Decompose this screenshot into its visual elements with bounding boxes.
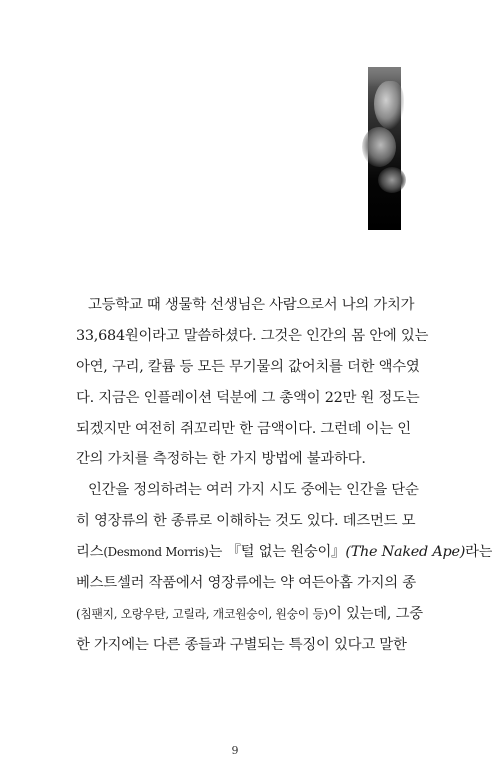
text-run: 한 가지에는 다른 종들과 구별되는 특징이 있다고 말한 [76,636,407,653]
photo-highlight [374,81,404,129]
text-run: 는 『털 없는 원숭이』 [208,544,346,561]
text-line [76,506,416,537]
photo-highlight [378,167,406,193]
photo-highlight [362,127,396,167]
text-run: (Desmond Morris) [103,545,209,560]
text-run: 되겠지만 여전히 쥐꼬리만 한 금액이다. 그런데 이는 인 [76,420,411,437]
text-line [76,630,407,661]
text-run: (침팬지, 오랑우탄, 고릴라, 개코원숭이, 원숭이 등) [76,606,328,621]
text-run: 33,684원이라고 말씀하셨다. 그것은 인간의 몸 안에 있는 [76,327,429,344]
text-line [76,352,420,383]
paragraph [76,475,492,660]
text-run: 인간을 정의하려는 여러 가지 시도 중에는 인간을 단순 [88,482,419,499]
text-run: 이 있는데, 그중 [327,605,423,622]
text-line [76,383,420,414]
text-run: 간의 가치를 측정하는 한 가지 방법에 불과하다. [76,451,366,468]
text-run: 리스 [76,544,104,561]
paragraph [76,290,429,475]
text-line [76,290,415,321]
text-line [76,537,492,568]
text-line [76,475,419,506]
text-run: 베스트셀러 작품에서 영장류에는 약 여든아홉 가지의 종 [76,575,416,592]
text-line [76,321,429,352]
text-run: (The Naked Ape) [345,544,466,561]
body-text [76,290,492,661]
page-number: 9 [231,744,239,757]
text-line [76,568,416,599]
text-line [76,599,423,630]
text-run: 다. 지금은 인플레이션 덕분에 그 총액이 22만 원 정도는 [76,389,420,406]
text-run: 고등학교 때 생물학 선생님은 사람으로서 나의 가치가 [88,297,415,313]
text-run: 히 영장류의 한 종류로 이해하는 것도 있다. 데즈먼드 모 [76,513,416,530]
photo-strip [368,67,401,230]
text-line [76,444,400,475]
text-run: 아연, 구리, 칼륨 등 모든 무기물의 값어치를 더한 액수였 [76,358,420,375]
text-run: 라는 [465,544,492,561]
text-line [76,414,411,445]
